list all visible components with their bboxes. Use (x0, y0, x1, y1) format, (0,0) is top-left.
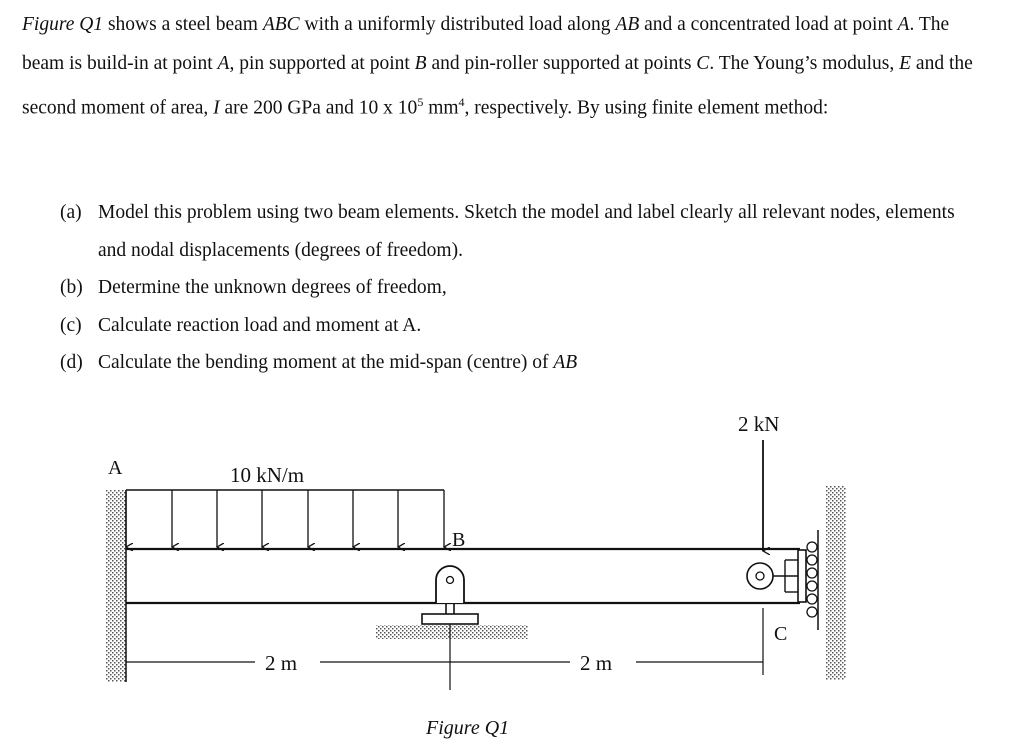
text-span: mm (423, 97, 459, 119)
udl-label: 10 kN/m (230, 463, 305, 487)
span-ab-label: 2 m (265, 651, 298, 675)
part-text: Determine the unknown degrees of freedom, (98, 277, 447, 298)
part-label: (b) (60, 277, 83, 298)
beam-name: ABC (262, 14, 300, 35)
label-c: C (774, 623, 788, 645)
superscript: 4 (458, 95, 465, 109)
point-c: C (696, 52, 710, 74)
pin-roller-support-c (747, 486, 846, 680)
part-label: (d) (60, 352, 83, 373)
text-span: and pin-roller supported at points (426, 52, 697, 74)
label-a: A (108, 457, 123, 479)
text-span: . The beam is build-in at point (22, 14, 950, 74)
span-bc-label: 2 m (580, 651, 613, 675)
symbol-i: I (213, 97, 220, 119)
text-span: . The Young’s modulus, (709, 52, 900, 74)
point-a: A (217, 52, 230, 74)
segment-ab: AB (615, 14, 640, 35)
part-text: Model this problem using two beam elements. Sketch the model and label clearly all relevant nodes, elements and nodal displacements (degrees of freedom). (98, 202, 955, 261)
udl-arrows (126, 490, 444, 547)
text-span: are 200 GPa and 10 x 10 (219, 97, 418, 119)
segment-ab: AB (553, 352, 578, 373)
point-load-label: 2 kN (738, 412, 780, 436)
point-a: A (897, 14, 910, 35)
part-text: Calculate the bending moment at the mid-span (centre) of (98, 352, 554, 373)
figure-reference: Figure Q1 (22, 14, 104, 35)
figure-caption: Figure Q1 (426, 717, 510, 739)
symbol-e: E (899, 52, 912, 74)
text-span: and a concentrated load at point (639, 14, 898, 35)
text-span: , pin supported at point (229, 52, 415, 74)
text-span: with a uniformly distributed load along (299, 14, 616, 35)
fixed-wall-a (106, 490, 126, 682)
part-label: (c) (60, 314, 82, 336)
part-label: (a) (60, 202, 82, 223)
text-span: , respectively. By using finite element method: (464, 97, 829, 119)
superscript: 5 (417, 95, 424, 109)
point-b: B (414, 52, 427, 74)
text-span: shows a steel beam (103, 14, 263, 35)
label-b: B (452, 529, 466, 551)
roller-wall (826, 486, 846, 680)
text-span: and the second moment of area, (22, 52, 973, 119)
part-text: Calculate reaction load and moment at A. (98, 314, 422, 336)
